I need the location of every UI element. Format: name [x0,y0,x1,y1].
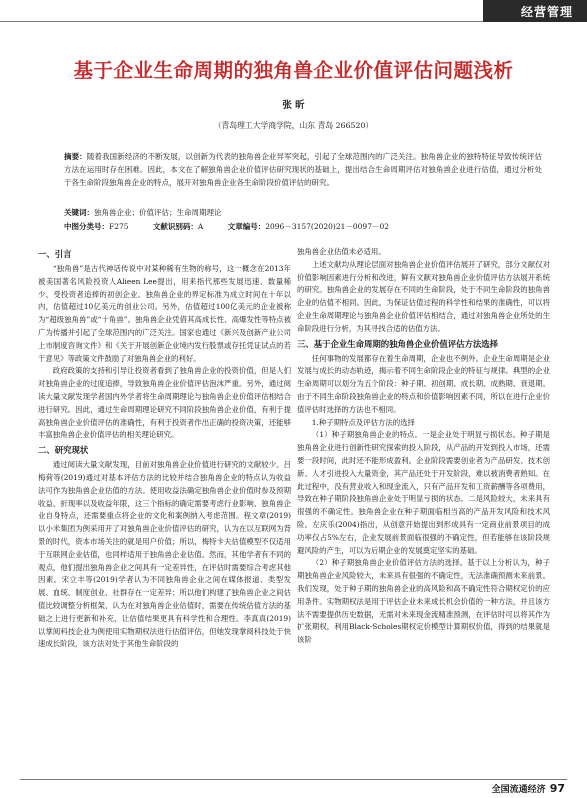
abstract-text: 随着我国新经济的不断发展，以创新为代表的独角兽企业异军突起，引起了全球范围内的广泛关注。独角兽企业的独特特征导致传统评估方法在运用时存在困难。因此，本文在了解独角兽企业价值评估研究现状的基础上，提出结合生命周期评估对独角兽企业进行估值，通过分析处于各生命阶段独角兽企业的特点，展开对独角兽企业各生命阶段价值评估的研究。 [64,152,543,188]
document-code: 文献识别码：A [152,222,204,231]
article-number: 文章编号：2096－3157(2020)21－0097－02 [227,222,390,231]
page-footer [0,777,587,797]
keywords-text: 独角兽企业；价值评估；生命周期理论 [94,208,222,217]
author-affiliation: （青岛理工大学商学院，山东 青岛 266520） [213,121,374,130]
article-title: 基于企业生命周期的独角兽企业价值评估问题浅析 [73,59,514,82]
paragraph: （1）种子期独角兽企业的特点。一是企业处于明显亏损状态。种子期是独角兽企业进行创新性研究探索的投入阶段，从产品的开发到投入市场，还需要一段时间，此时还不能形成盈利。企业阶段需要创业者为产品研发、技术创新、人才引进投入大量资金，其产品还处于开发阶段，难以被消费者熟知。在此过程中，没有营业收入和现金流入，只有产品开发和工资薪酬等各项费用，导致在种子期阶段独角兽企业处于明显亏损的状态。二是风险较大，未来具有很强的不确定性。独角兽企业在种子期面临相当高的产品开发风险和技术风险。左庆乐(2004)指出，从创意开始提出到形成具有一定商业前景项目的成功率仅占5%左右，企业发展前景面临很强的不确定性，但若能够在该阶段规避风险的产生，可以为后期企业的发展奠定坚实的基础。 [297,430,550,555]
classification-line [64,221,542,233]
section-heading-intro: 一、引言 [38,249,72,259]
paragraph: 上述文献均从理论层面对独角兽企业价值评估展开了研究，部分文献仅对价值影响因素进行分析和改进，鲜有文献对独角兽企业价值评估方法展开系统的研究。独角兽企业的发展存在不同的生命阶段，处于不同生命阶段的独角兽企业的估值不相同。因此，为保证估值过程的科学性和结果的准确性，可以将企业生命周期理论与独角兽企业价值评估相结合，通过对独角兽企业所处的生命阶段进行分析，为其寻找合适的估值方法。 [297,259,550,333]
section-label: 经营管理 [520,5,573,19]
abstract-label: 摘要： [64,152,87,161]
clc-number: 中图分类号：F275 [64,222,129,231]
paragraph: 政府政策的支持和引导让投资者看到了独角兽企业的投资价值，但是人们对独角兽企业的过度追捧，导致独角兽企业价值评估泡沫严重。另外，通过阅读大量文献发现学者国内外学者将生命周期理论与独角兽企业价值评估相结合进行研究。因此，通过生命周期理论研究不同阶段独角兽企业价值，有利于提高独角兽企业价值评估的准确性，有利于投资者作出正确的投资决策，还能够丰富独角兽企业价值评估的相关理论研究。 [38,366,291,440]
left-column [38,246,291,766]
paragraph: “独角兽”是古代神话传说中对某种稀有生物的称号，这一概念在2013年被美国著名风险投资人Alieen Lee提出，用来指代那些发展迅速、数量稀少、受投资者追捧的初创企业。独角兽企业的界定标准为成立时间在十年以内，估值超过10亿美元的创业公司。另外，估值超过100亿美元的企业被称为“超级独角兽”或“十角兽”。独角兽企业凭借其高成长性、高爆发性等特点被广为传播并引起了全球范围内的广泛关注。国家也通过《新兴及创新产业公司上市制度咨询文件》和《关于开展创新企业境内发行股票或存托凭证试点的若干意见》等政策文件鼓励了对独角兽企业的利好。 [38,264,291,363]
journal-name: 全国流通经济 [491,785,546,795]
keywords-label: 关键词： [64,208,94,217]
paragraph: （2）种子期独角兽企业价值评估方法的选择。基于以上分析认为，种子期独角兽企业风险较大，未来具有很强的不确定性，无法准确预测未来前景。我们发现，处于种子期的独角兽企业的高风险和高不确定性符合期权定价的应用条件。实物期权法是用于评估企业未来成长机会价值的一种方法，并且该方法不需要提供历史数据，无需对未来现金流精准预测，在评估时可以将其作为扩张期权，利用Black-Scholes期权定价模型计算期权价值，得到的结果就是该阶 [297,558,550,645]
section-heading-method: 三、基于企业生命周期的独角兽企业价值评估方法选择 [297,338,498,349]
footer-rule [20,779,567,780]
paragraph: 独角兽企业估值未必适用。 [297,247,386,256]
author-name: 张 昕 [282,100,305,111]
page-header [0,0,587,24]
abstract [64,150,542,190]
keywords [64,207,542,219]
footer-text [492,782,565,795]
section-heading-status: 二、研究现状 [38,445,89,456]
right-column [297,246,550,766]
page-number: 97 [549,782,565,795]
section-tab [483,0,587,22]
paragraph: 任何事物的发展都存在着生命周期，企业也不例外。企业生命周期是企业发展与成长的动态轨迹，揭示着不同生命阶段企业的特征与规律。典型的企业生命周期可以划分为五个阶段：种子期、初创期、成长期、成熟期、衰退期。由于不同生命阶段独角兽企业的特点和价值影响因素不同，所以在进行企业价值评估时选择的方法也不相同。 [297,353,550,414]
subsection-heading: 1.种子期特点及评估方法的选择 [311,417,415,427]
paragraph: 通过阅读大量文献发现，目前对独角兽企业价值进行研究的文献较少。吕梅荷等(2019)通过对基本评估方法的比较并结合独角兽企业的特点认为收益法可作为独角兽企业估值的方法。使用收益法确定独角兽企业价值时参及预期收益、折现率以及收益年限，这三个指标的确定需要考虑行业影响、独角兽企业自身特点，还需要重点将企业的文化和案例纳入考虑范围。程文章(2019)以小米集团为例采用开了对独角兽企业价值评估的研究，认为在以互联网为背景的时代，资本市场关注的就是用户价值；所以，梅特卡夫估值模型不仅适用于互联网企业估值，也同样适用于独角兽企业估值。然而，其他学者有不同的观点，他们提出独角兽企业之间具有一定差异性，在评估时需要综合考虑其他因素。宋立丰等(2019)学者认为不同独角兽企业之间在媒体报道、类型发展、血统、制度创业、社群存在一定差异；所以他们构建了独角兽企业之间估值比较调整分析框架，认为在对独角兽企业估值时，需要在传统估值方法的基础之上进行更新和补充，让估值结果更具有科学性和合理性。李真真(2019)以掌阅科技企业为例使用实物期权法进行估值评估，但她发现掌阅科技处于快速成长阶段，该方法对处于其他生命阶段的 [38,460,291,649]
